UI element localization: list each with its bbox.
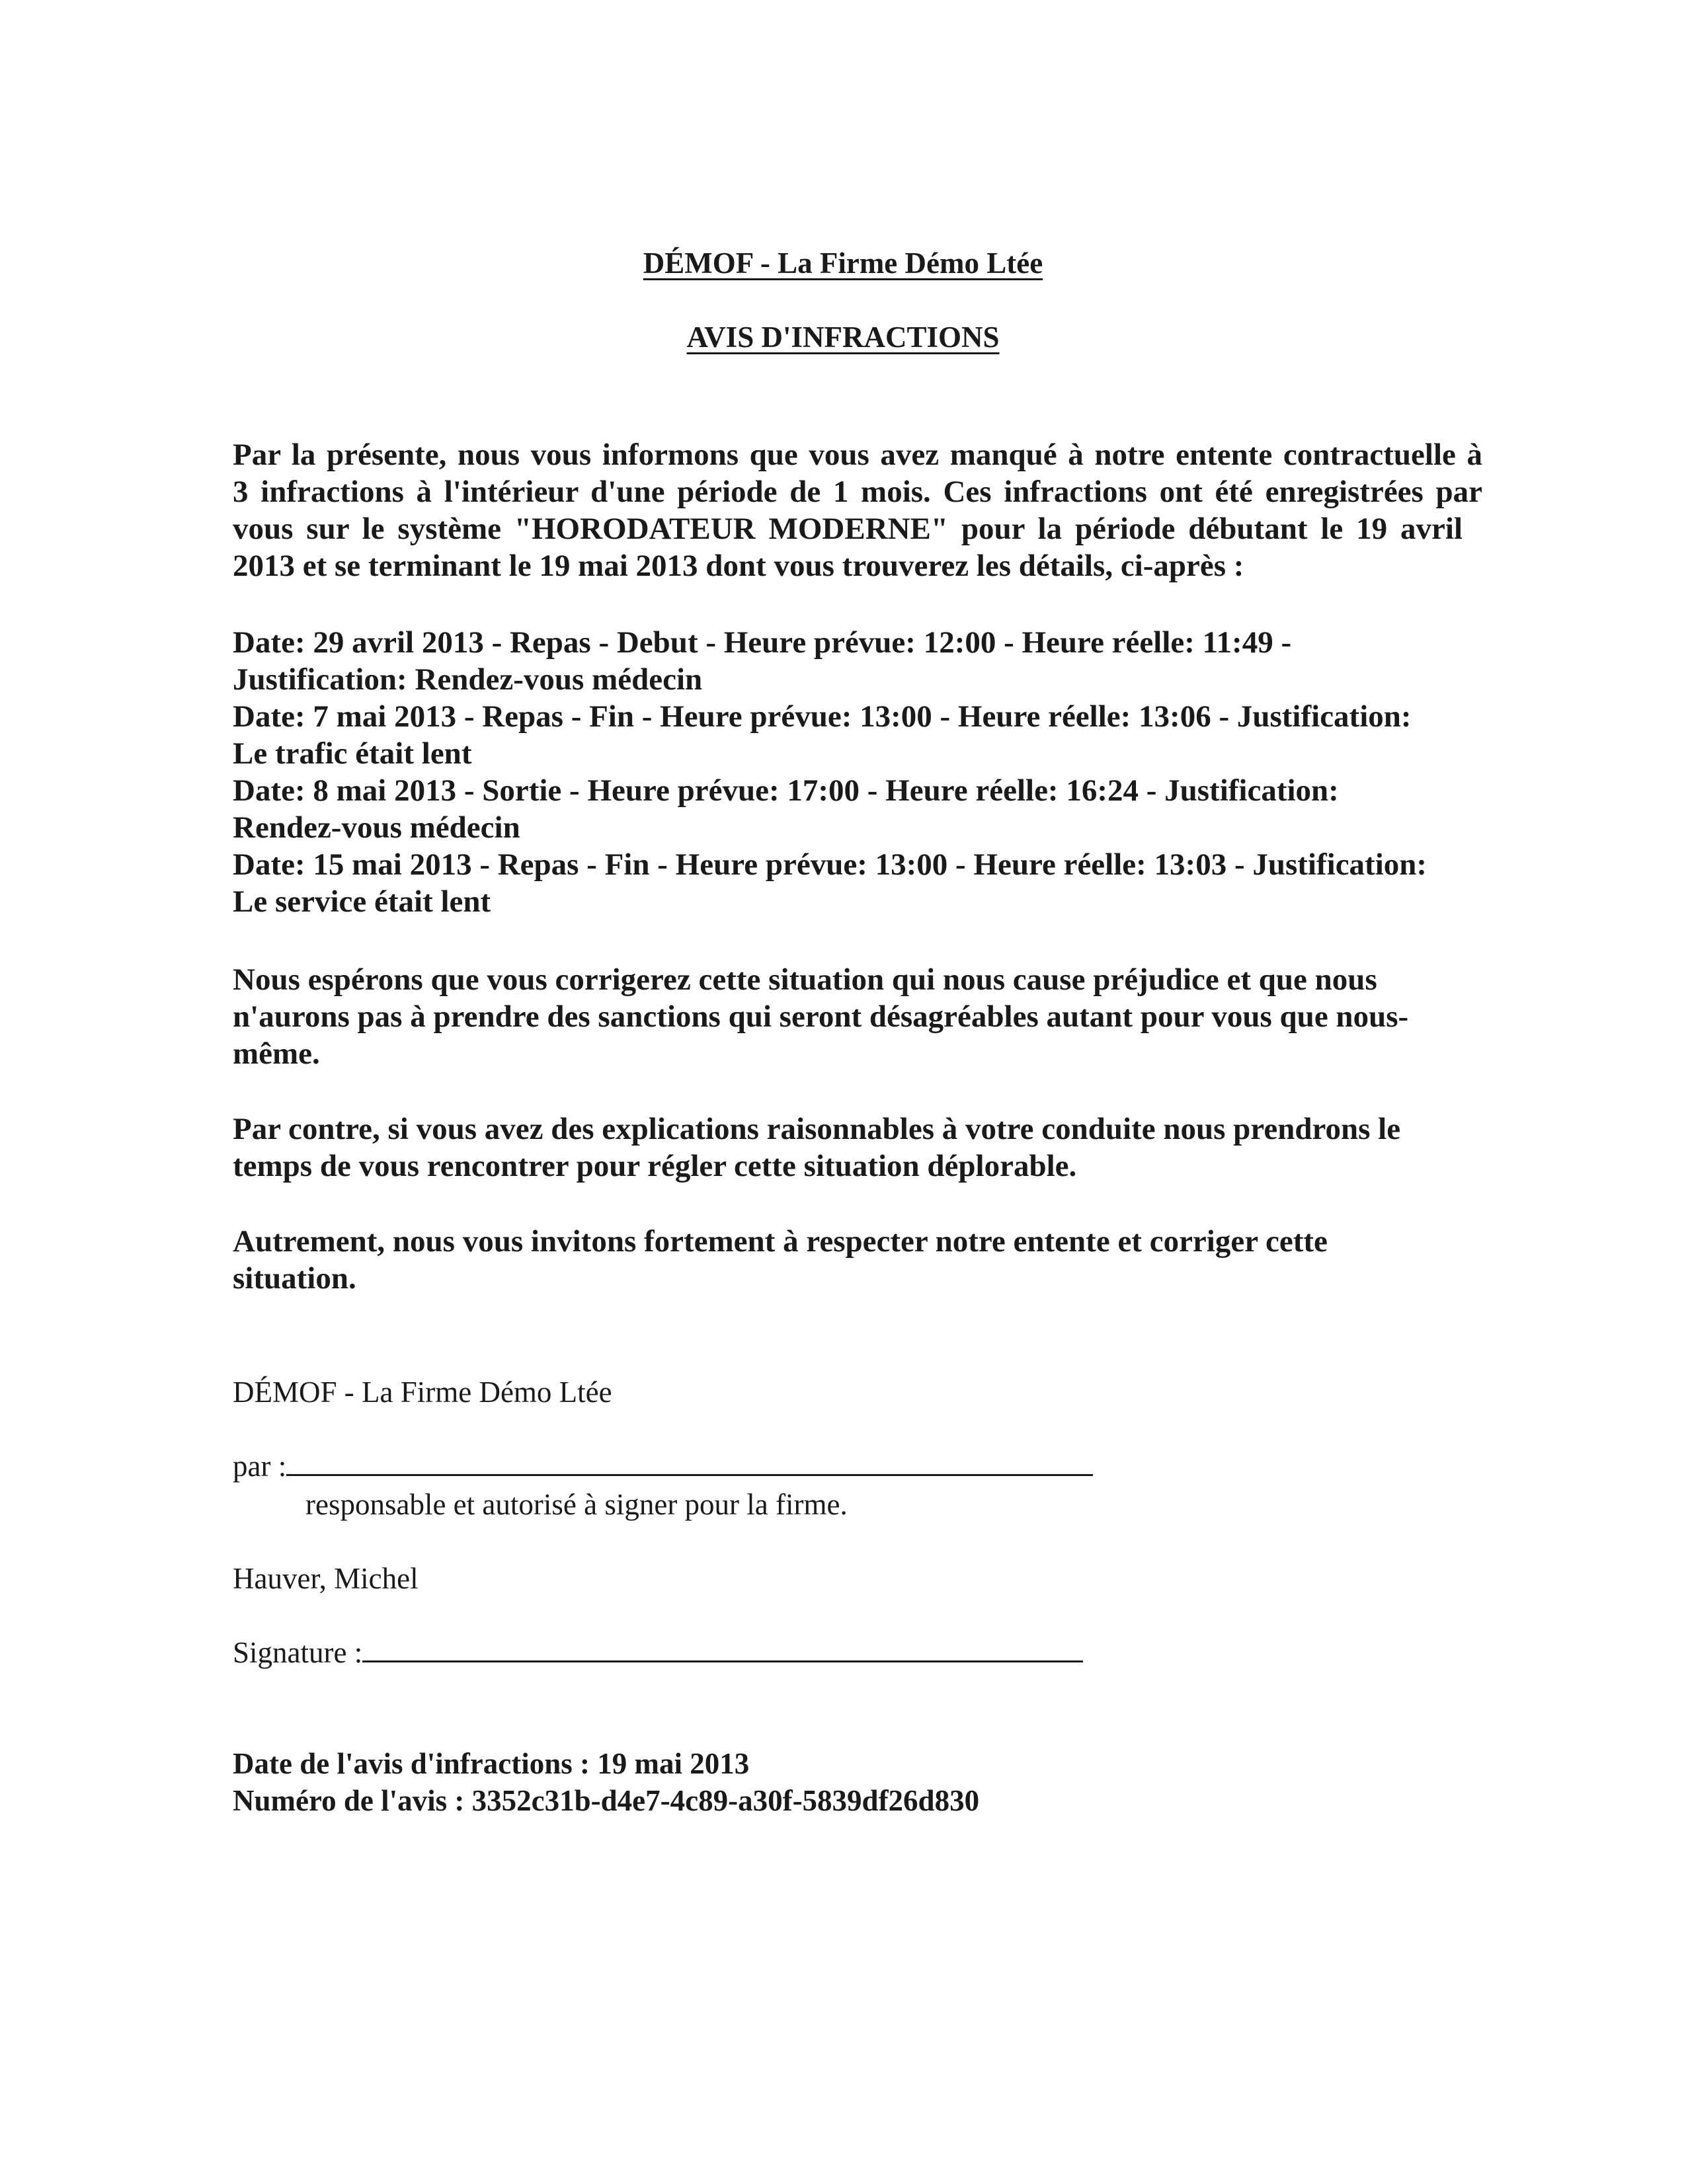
par-signature-line [286, 1448, 1093, 1476]
paragraph-line: Nous espérons que vous corrigerez cette situation qui nous cause préjudice et que nous [233, 962, 1377, 997]
infraction-line: Date: 7 mai 2013 - Repas - Fin - Heure prévue: 13:00 - Heure réelle: 13:06 - Justification: [233, 699, 1412, 734]
infraction-line: Le service était lent [233, 884, 491, 919]
intro-line: 2013 et se terminant le 19 mai 2013 dont vous trouverez les détails, ci-après : [233, 549, 1244, 583]
signature-company: DÉMOF - La Firme Démo Ltée [233, 1376, 612, 1409]
par-row [233, 1448, 1093, 1485]
paragraph-line: temps de vous rencontrer pour régler cette situation déplorable. [233, 1149, 1077, 1183]
company-heading [0, 246, 1686, 280]
intro-line: vous sur le système "HORODATEUR MODERNE" pour la période débutant le 19 avril [233, 512, 1463, 546]
infractions-list [233, 624, 1489, 920]
responsable-caption: responsable et autorisé à signer pour la firme. [305, 1488, 848, 1521]
signatory-name: Hauver, Michel [233, 1562, 419, 1595]
notice-date: Date de l'avis d'infractions : 19 mai 2013 [233, 1747, 750, 1780]
intro-line: 3 infractions à l'intérieur d'une période de 1 mois. Ces infractions ont été enregistrées par [233, 475, 1482, 509]
infraction-line: Le trafic était lent [233, 736, 472, 771]
signature-row [233, 1634, 1083, 1671]
paragraph-line: Autrement, nous vous invitons fortement à respecter notre entente et corriger cette [233, 1224, 1328, 1259]
signature-label: Signature : [233, 1636, 363, 1669]
paragraph-line: n'aurons pas à prendre des sanctions qui seront désagréables autant pour vous que nous- [233, 999, 1409, 1034]
paragraph-sanctions [233, 961, 1489, 1072]
paragraph-line: Par contre, si vous avez des explications raisonnables à votre conduite nous prendrons le [233, 1112, 1401, 1146]
infraction-line: Date: 29 avril 2013 - Repas - Debut - Heure prévue: 12:00 - Heure réelle: 11:49 - [233, 625, 1292, 660]
intro-line: Par la présente, nous vous informons que vous avez manqué à notre entente contractuelle à [233, 438, 1482, 472]
infraction-line: Date: 15 mai 2013 - Repas - Fin - Heure prévue: 13:00 - Heure réelle: 13:03 - Justification: [233, 847, 1427, 882]
notice-number: Numéro de l'avis : 3352c31b-d4e7-4c89-a30f-5839df26d830 [233, 1784, 980, 1817]
paragraph-invitation [233, 1223, 1489, 1297]
notice-title-text: AVIS D'INFRACTIONS [686, 321, 1000, 354]
paragraph-line: situation. [233, 1261, 356, 1296]
infraction-line: Rendez-vous médecin [233, 810, 520, 845]
company-heading-text: DÉMOF - La Firme Démo Ltée [643, 247, 1043, 280]
infraction-line: Justification: Rendez-vous médecin [233, 662, 703, 697]
notice-title [0, 320, 1686, 354]
paragraph-line: même. [233, 1036, 320, 1071]
infraction-line: Date: 8 mai 2013 - Sortie - Heure prévue: 17:00 - Heure réelle: 16:24 - Justification: [233, 773, 1339, 808]
par-label: par : [233, 1450, 287, 1483]
signature-line [362, 1634, 1083, 1662]
intro-paragraph [233, 436, 1489, 584]
paragraph-explications [233, 1111, 1489, 1185]
